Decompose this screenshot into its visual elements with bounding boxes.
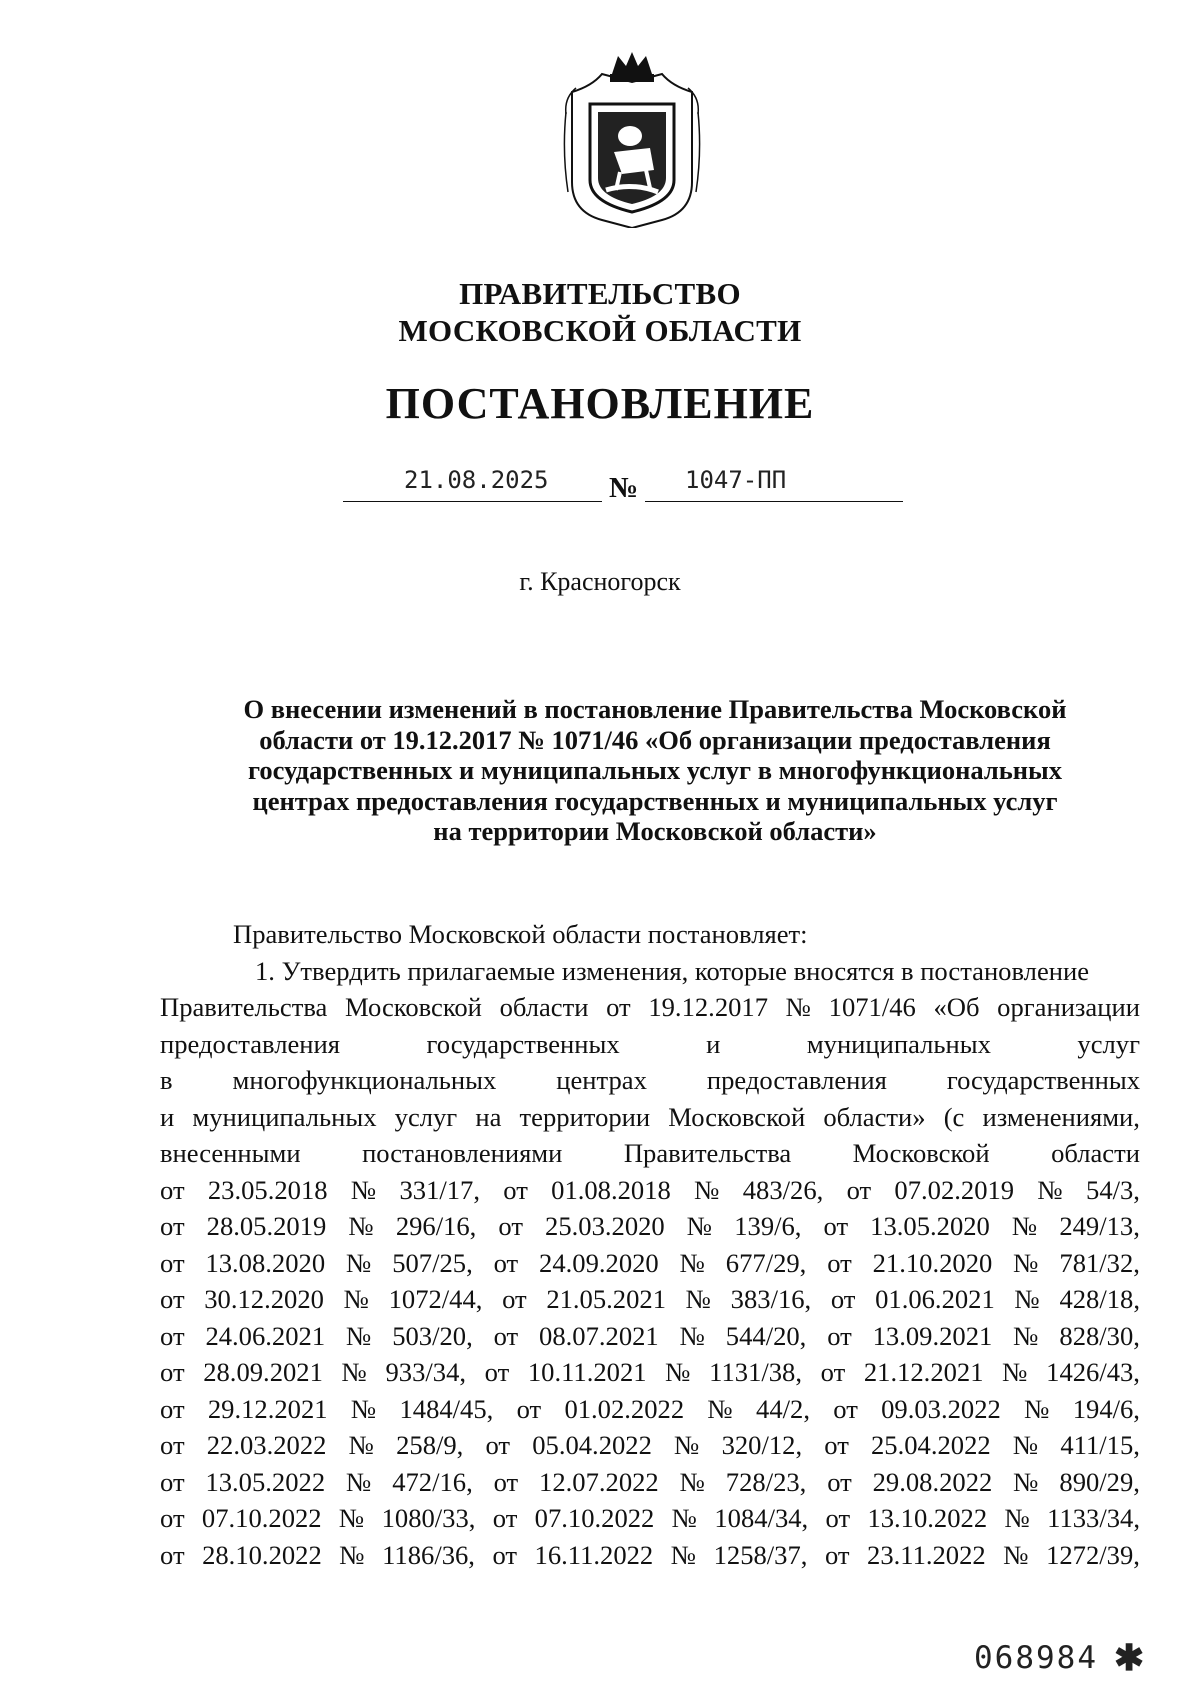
body-word: от — [492, 1503, 518, 1533]
subject-line: О внесении изменений в постановление Правительства Московской — [243, 694, 1067, 724]
body-line — [160, 989, 1140, 1026]
body-word: № — [1004, 1503, 1030, 1533]
body-word: № — [1013, 1466, 1039, 1497]
body-word: от — [160, 1539, 185, 1570]
body-word: от — [160, 1211, 185, 1241]
body-word: от — [484, 1357, 510, 1387]
body-word: 503/20, — [392, 1320, 473, 1351]
body-word: от — [160, 1320, 185, 1351]
body-word: 21.05.2021 — [546, 1284, 666, 1314]
body-word: от — [160, 1247, 185, 1278]
body-word: 1071/46 — [828, 992, 916, 1022]
body-word: № — [350, 1174, 377, 1205]
body-word: муниципальных — [192, 1101, 377, 1132]
body-word: от — [516, 1393, 542, 1424]
body-word: № — [685, 1284, 712, 1314]
body-word: № — [679, 1466, 705, 1497]
body-word: 01.02.2022 — [564, 1393, 685, 1424]
body-word: № — [679, 1320, 705, 1351]
body-word: от — [493, 1320, 519, 1351]
body-line — [160, 1172, 1140, 1209]
city: г. Красногорск — [519, 567, 681, 596]
body-word: от — [493, 1247, 519, 1278]
body-word: от — [820, 1357, 846, 1387]
body-word: от — [606, 992, 631, 1022]
asterisk-mark: ✱ — [1114, 1638, 1145, 1678]
body-line — [160, 1135, 1140, 1172]
body-word: № — [674, 1430, 700, 1460]
decree-body — [160, 916, 1140, 1573]
body-word: от — [160, 1430, 185, 1460]
body-word: (с — [943, 1101, 965, 1132]
body-word: № — [679, 1247, 705, 1278]
body-word: многофункциональных — [232, 1065, 497, 1095]
body-line — [160, 1099, 1140, 1136]
body-word: 1426/43, — [1046, 1357, 1140, 1387]
body-word: 22.03.2022 — [206, 1430, 327, 1460]
body-line — [160, 1391, 1140, 1428]
body-word: 07.02.2019 — [894, 1174, 1015, 1205]
body-word: 411/15, — [1060, 1430, 1140, 1460]
body-word: 296/16, — [395, 1211, 477, 1241]
body-word: 25.04.2022 — [871, 1430, 991, 1460]
body-word: 28.09.2021 — [203, 1357, 323, 1387]
body-word: № — [707, 1393, 733, 1424]
body-word: предоставления — [706, 1065, 887, 1095]
body-word: от — [827, 1247, 852, 1278]
body-word: 428/18, — [1059, 1284, 1140, 1314]
body-word: 1133/34, — [1047, 1503, 1140, 1533]
body-line — [160, 1354, 1140, 1391]
body-word: № — [671, 1503, 698, 1533]
body-word: 05.04.2022 — [532, 1430, 652, 1460]
body-word: 13.09.2021 — [872, 1320, 993, 1351]
body-word: № — [686, 1211, 713, 1241]
body-word: 933/34, — [385, 1357, 467, 1387]
body-word: от — [846, 1174, 872, 1205]
body-word: 10.11.2021 — [527, 1357, 647, 1387]
body-word: № — [348, 1430, 374, 1460]
body-word: государственных — [946, 1065, 1140, 1095]
body-word: Правительства — [623, 1138, 792, 1168]
body-word: 13.10.2022 — [867, 1503, 988, 1533]
body-word: № — [694, 1174, 720, 1205]
body-word: № — [1011, 1211, 1038, 1241]
body-word: области» — [823, 1101, 926, 1132]
body-word: 07.10.2022 — [534, 1503, 655, 1533]
body-word: от — [492, 1539, 518, 1570]
body-word: от — [160, 1284, 185, 1314]
body-word: 21.12.2021 — [863, 1357, 984, 1387]
body-word: 13.05.2020 — [870, 1211, 990, 1241]
preamble: Правительство Московской области постановляет: — [233, 919, 808, 949]
body-word: 1080/33, — [381, 1503, 476, 1533]
decree-date: 21.08.2025 — [404, 466, 549, 494]
body-word: Московской — [345, 992, 482, 1022]
body-word: 54/3, — [1086, 1174, 1140, 1205]
body-word: 08.07.2021 — [539, 1320, 659, 1351]
body-word: 249/13, — [1059, 1211, 1140, 1241]
decree-subject — [205, 694, 1105, 847]
body-word: постановлениями — [362, 1138, 563, 1168]
body-word: № — [1013, 1320, 1039, 1351]
body-line — [160, 1026, 1140, 1063]
body-line — [160, 1281, 1140, 1318]
body-word: и — [160, 1101, 175, 1132]
document-type-title: ПОСТАНОВЛЕНИЕ — [385, 379, 815, 428]
item1-first-line: 1. Утвердить прилагаемые изменения, которые вносятся в постановление — [255, 955, 1090, 986]
body-word: внесенными — [160, 1138, 301, 1168]
body-word: от — [160, 1466, 185, 1497]
body-word: 30.12.2020 — [204, 1284, 324, 1314]
body-line — [160, 1318, 1140, 1355]
body-word: 23.11.2022 — [867, 1539, 986, 1570]
body-word: от — [825, 1503, 851, 1533]
body-word: 472/16, — [392, 1466, 473, 1497]
body-word: от — [502, 1284, 527, 1314]
body-word: области — [1051, 1138, 1140, 1168]
body-word: № — [350, 1393, 377, 1424]
body-word: 728/23, — [725, 1466, 807, 1497]
body-word: 16.11.2022 — [534, 1539, 654, 1570]
moscow-oblast-coat-of-arms-icon — [562, 52, 702, 228]
body-word: от — [823, 1211, 849, 1241]
body-word: от — [498, 1211, 523, 1241]
body-line — [160, 1537, 1140, 1574]
body-word: № — [1002, 1357, 1028, 1387]
government-title-line2: МОСКОВСКОЙ ОБЛАСТИ — [398, 313, 802, 348]
body-word: 1084/34, — [714, 1503, 809, 1533]
body-word: 13.05.2022 — [205, 1466, 326, 1497]
body-word: 139/6, — [734, 1211, 802, 1241]
body-word: организации — [997, 992, 1140, 1022]
body-word: 21.10.2020 — [872, 1247, 993, 1278]
body-word: 194/6, — [1072, 1393, 1140, 1424]
body-word: 828/30, — [1059, 1320, 1140, 1351]
body-word: № — [1014, 1284, 1040, 1314]
body-word: 507/25, — [392, 1247, 473, 1278]
body-word: 25.03.2020 — [545, 1211, 665, 1241]
body-word: 24.06.2021 — [205, 1320, 326, 1351]
body-word: 1258/37, — [713, 1539, 808, 1570]
body-word: 483/26, — [742, 1174, 824, 1205]
body-word: 258/9, — [396, 1430, 464, 1460]
body-word: от — [824, 1539, 850, 1570]
body-word: 890/29, — [1059, 1466, 1140, 1497]
body-word: № — [1003, 1539, 1029, 1570]
date-underline — [343, 501, 602, 502]
body-word: 677/29, — [725, 1247, 807, 1278]
body-word: 320/12, — [721, 1430, 803, 1460]
body-word: центрах — [556, 1065, 647, 1095]
body-word: 28.10.2022 — [202, 1539, 322, 1570]
body-word: 1072/44, — [388, 1284, 483, 1314]
body-word: услуг — [394, 1101, 458, 1132]
item1-text — [160, 989, 1140, 1573]
body-word: № — [785, 992, 812, 1022]
body-word: от — [827, 1466, 852, 1497]
body-word: «Об — [933, 992, 980, 1022]
serial-number: 068984 — [974, 1640, 1098, 1676]
body-word: 331/17, — [399, 1174, 480, 1205]
body-word: № — [1024, 1393, 1050, 1424]
body-word: 1186/36, — [382, 1539, 475, 1570]
body-word: 44/2, — [756, 1393, 810, 1424]
body-word: Московской — [852, 1138, 990, 1168]
body-word: № — [665, 1357, 691, 1387]
body-word: от — [160, 1393, 185, 1424]
decree-number: 1047-ПП — [685, 466, 787, 494]
body-word: от — [833, 1393, 858, 1424]
body-word: 19.12.2017 — [648, 992, 768, 1022]
body-word: 13.08.2020 — [205, 1247, 326, 1278]
body-word: от — [160, 1357, 185, 1387]
body-word: и — [706, 1028, 721, 1059]
body-word: от — [493, 1466, 519, 1497]
number-sign: № — [609, 472, 639, 504]
body-word: 01.08.2018 — [551, 1174, 671, 1205]
subject-line: центрах предоставления государственных и муниципальных услуг — [252, 785, 1058, 816]
body-word: Московской — [668, 1101, 806, 1132]
body-line — [160, 1062, 1140, 1099]
body-word: 1131/38, — [709, 1357, 803, 1387]
body-word: 781/32, — [1059, 1247, 1140, 1278]
body-word: государственных — [426, 1028, 620, 1059]
body-word: от — [503, 1174, 528, 1205]
body-word: № — [339, 1539, 365, 1570]
subject-line: на территории Московской области» — [433, 816, 877, 847]
body-line — [160, 1427, 1140, 1464]
body-word: 29.08.2022 — [872, 1466, 993, 1497]
body-word: № — [345, 1247, 372, 1278]
body-line — [160, 1208, 1140, 1245]
body-word: № — [338, 1503, 365, 1533]
body-word: территории — [519, 1101, 651, 1132]
body-word: 23.05.2018 — [207, 1174, 328, 1205]
body-word: № — [1013, 1247, 1039, 1278]
government-title-line1: ПРАВИТЕЛЬСТВО — [459, 276, 741, 311]
body-word: 1272/39, — [1046, 1539, 1140, 1570]
body-line — [160, 1500, 1140, 1537]
body-word: 01.06.2021 — [875, 1284, 995, 1314]
body-word: на — [475, 1101, 502, 1132]
body-word: № — [1012, 1430, 1039, 1460]
body-line — [160, 1245, 1140, 1282]
body-word: 09.03.2022 — [881, 1393, 1001, 1424]
body-word: изменениями, — [982, 1101, 1140, 1132]
body-word: № — [341, 1357, 367, 1387]
body-word: № — [343, 1284, 369, 1314]
body-word: области — [499, 992, 589, 1022]
body-line — [160, 1464, 1140, 1501]
body-word: 383/16, — [730, 1284, 812, 1314]
body-word: предоставления — [160, 1028, 341, 1059]
number-underline — [645, 501, 903, 502]
body-word: № — [348, 1211, 374, 1241]
subject-line: области от 19.12.2017 № 1071/46 «Об организации предоставления — [259, 724, 1051, 755]
body-word: № — [345, 1466, 372, 1497]
body-word: № — [670, 1539, 697, 1570]
body-word: 24.09.2020 — [539, 1247, 659, 1278]
body-word: услуг — [1077, 1028, 1140, 1059]
body-word: 1484/45, — [399, 1393, 494, 1424]
body-word: от — [485, 1430, 511, 1460]
body-word: от — [824, 1430, 849, 1460]
body-word: № — [345, 1320, 372, 1351]
body-word: от — [830, 1284, 856, 1314]
government-title — [0, 275, 1200, 349]
body-word: в — [160, 1065, 173, 1095]
body-word: от — [827, 1320, 852, 1351]
body-word: 28.05.2019 — [206, 1211, 327, 1241]
body-word: 29.12.2021 — [207, 1393, 328, 1424]
body-word: 544/20, — [725, 1320, 807, 1351]
body-word: от — [160, 1503, 185, 1533]
body-word: № — [1037, 1174, 1063, 1205]
subject-line: государственных и муниципальных услуг в многофункциональных — [248, 755, 1062, 786]
body-word: муниципальных — [806, 1028, 991, 1059]
body-word: 07.10.2022 — [201, 1503, 322, 1533]
body-word: 12.07.2022 — [539, 1466, 659, 1497]
body-word: Правительства — [160, 992, 328, 1022]
body-word: от — [160, 1174, 185, 1205]
